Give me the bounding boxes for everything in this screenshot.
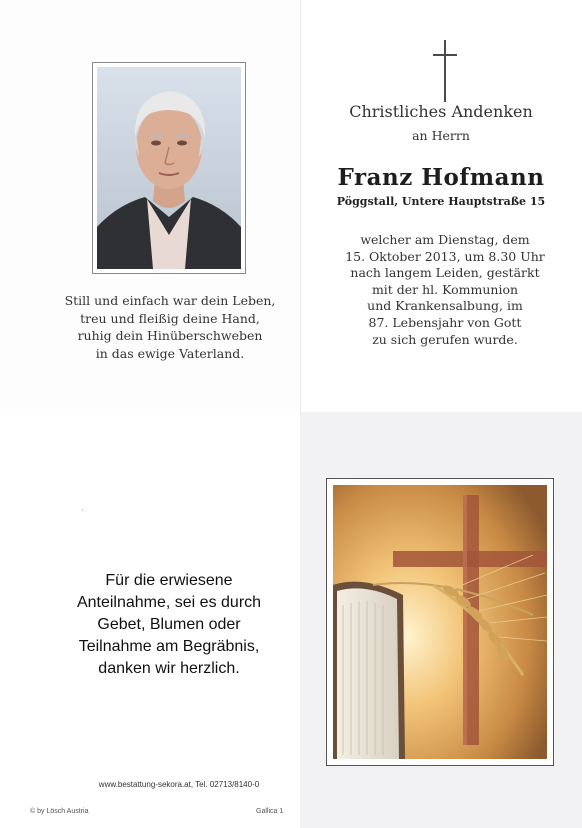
small-mark: ' — [82, 508, 84, 517]
death-notice-line: 15. Oktober 2013, um 8.30 Uhr — [345, 248, 545, 264]
death-notice-line: welcher am Dienstag, dem — [360, 232, 530, 247]
card-heading: Christliches Andenken — [349, 102, 533, 121]
poem-line: ruhig dein Hinüberschweben — [77, 328, 263, 343]
publisher-contact: www.bestattung-sekora.at, Tel. 02713/8140-0 — [98, 780, 260, 789]
portrait-illustration — [97, 67, 241, 269]
death-notice-line: und Krankensalbung, im — [367, 298, 523, 314]
thanks-text — [38, 570, 300, 680]
thanks-line: Anteilnahme, sei es durch — [76, 594, 262, 611]
portrait-photo — [97, 67, 241, 269]
card-model: Gallica 1 — [256, 808, 284, 815]
poem-line: treu und fleißig deine Hand, — [80, 310, 260, 326]
deceased-name: Franz Hofmann — [337, 164, 545, 191]
picture-illustration — [333, 485, 547, 759]
cross-icon — [433, 40, 457, 102]
death-notice — [330, 232, 560, 348]
thanks-line: Teilnahme am Begräbnis, — [78, 638, 260, 655]
thanks-line: Für die erwiesene — [105, 572, 233, 589]
poem-line: Still und einfach war dein Leben, — [64, 293, 276, 308]
death-notice-line: zu sich gerufen wurde. — [372, 331, 518, 347]
poem-line: in das ewige Vaterland. — [95, 345, 245, 361]
copyright: © by Lösch Austria — [30, 808, 89, 815]
poem — [40, 292, 300, 362]
deceased-address: Pöggstall, Untere Hauptstraße 15 — [336, 195, 546, 208]
salutation: an Herrn — [412, 128, 470, 143]
portrait-frame — [92, 62, 246, 274]
thanks-line: danken wir herzlich. — [98, 660, 240, 677]
picture-frame — [326, 478, 554, 766]
cross-wheat-book-picture — [333, 485, 547, 759]
death-notice-line: 87. Lebensjahr von Gott — [368, 314, 522, 330]
death-notice-line: nach langem Leiden, gestärkt — [350, 265, 540, 281]
death-notice-line: mit der hl. Kommunion — [371, 281, 519, 297]
thanks-line: Gebet, Blumen oder — [97, 616, 241, 633]
